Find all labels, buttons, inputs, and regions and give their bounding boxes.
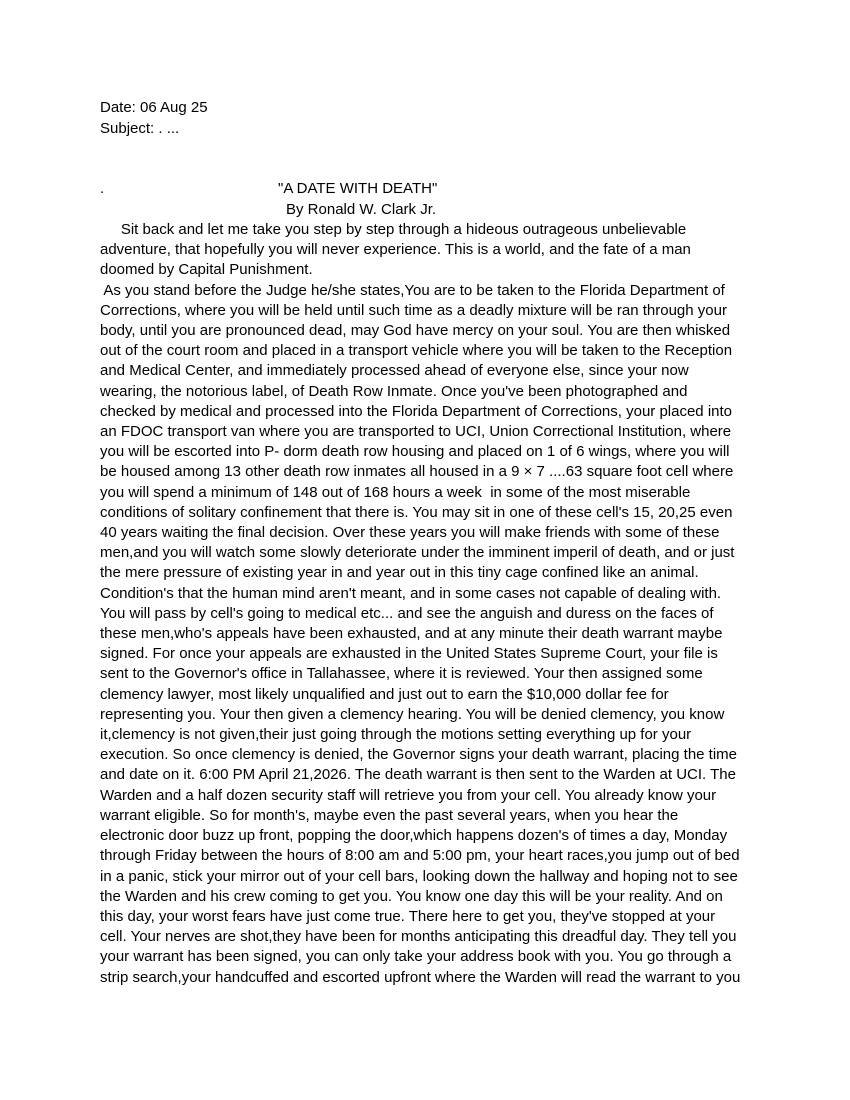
text-line: Corrections, where you will be held until such time as a deadly mixture will be ran through your bbox=[100, 301, 727, 319]
text-line: and date on it. 6:00 PM April 21,2026. The death warrant is then sent to the Warden at UCI. The bbox=[100, 766, 736, 784]
text-line: these men,who's appeals have been exhausted, and at any minute their death warrant maybe bbox=[100, 625, 723, 643]
text-line: clemency lawyer, most likely unqualified and just out to earn the $10,000 dollar fee for bbox=[100, 685, 669, 703]
text-line: wearing, the notorious label, of Death Row Inmate. Once you've been photographed and bbox=[100, 382, 688, 400]
subject-line: Subject: . ... bbox=[100, 119, 180, 137]
text-line: execution. So once clemency is denied, the Governor signs your death warrant, placing the time bbox=[100, 746, 738, 764]
spacer bbox=[100, 139, 760, 179]
text-line: checked by medical and processed into the Florida Department of Corrections, your placed into bbox=[100, 402, 732, 420]
text-line: the mere pressure of existing year in and year out in this tiny cage confined like an animal. bbox=[100, 564, 699, 582]
text-line: an FDOC transport van where you are transported to UCI, Union Correctional Institution, where bbox=[100, 423, 732, 441]
text-line: warrant eligible. So for month's, maybe even the past several years, when you hear the bbox=[100, 806, 679, 824]
text-line: out of the court room and placed in a transport vehicle where you will be taken to the Reception bbox=[100, 342, 733, 360]
text-line: Warden and a half dozen security staff will retrieve you from your cell. You already know your bbox=[100, 786, 717, 804]
text-line: be housed among 13 other death row inmates all housed in a 9 × 7 ....63 square foot cell where bbox=[100, 463, 734, 481]
text-line: body, until you are pronounced dead, may God have mercy on your soul. You are then whisked bbox=[100, 322, 731, 340]
text-line: doomed by Capital Punishment. bbox=[100, 261, 313, 279]
text-line: this day, your worst fears have just come true. There here to get you, they've stopped at your bbox=[100, 907, 716, 925]
text-line: sent to the Governor's office in Tallahassee, where it is reviewed. Your then assigned some bbox=[100, 665, 703, 683]
text-line: conditions of solitary confinement that there is. You may sit in one of these cell's 15, 20,25 even bbox=[100, 503, 733, 521]
leading-dot: . bbox=[100, 180, 105, 197]
text-line: electronic door buzz up front, popping the door,which happens dozen's of times a day, Monday bbox=[100, 827, 728, 845]
text-line: cell. Your nerves are shot,they have been for months anticipating this dreadful day. They tell you bbox=[100, 928, 737, 946]
text-line: signed. For once your appeals are exhausted in the United States Supreme Court, your file is bbox=[100, 645, 718, 663]
text-line: Condition's that the human mind aren't meant, and in some cases not capable of dealing with. bbox=[100, 584, 722, 602]
document-title: "A DATE WITH DEATH" bbox=[278, 180, 438, 197]
text-line: you will be escorted into P- dorm death row housing and placed on 1 of 6 wings, where you will bbox=[100, 443, 730, 461]
text-line: You will pass by cell's going to medical etc... and see the anguish and duress on the faces of bbox=[100, 604, 714, 622]
text-line: representing you. Your then given a clemency hearing. You will be denied clemency, you know bbox=[100, 705, 725, 723]
text-line: you will spend a minimum of 148 out of 168 hours a week in some of the most miserable bbox=[100, 483, 691, 501]
text-line: strip search,your handcuffed and escorted upfront where the Warden will read the warrant to you bbox=[100, 968, 741, 986]
text-line: your warrant has been signed, you can only take your address book with you. You go through a bbox=[100, 948, 732, 966]
title-row bbox=[100, 179, 760, 200]
text-line: men,and you will watch some slowly deteriorate under the imminent imperil of death, and or just bbox=[100, 544, 735, 562]
author-byline: By Ronald W. Clark Jr. bbox=[286, 200, 437, 218]
body-text bbox=[100, 220, 760, 988]
text-line: and Medical Center, and immediately processed ahead of everyone else, since your now bbox=[100, 362, 689, 380]
text-line: 40 years waiting the final decision. Over these years you will make friends with some of these bbox=[100, 524, 720, 542]
text-line: through Friday between the hours of 8:00 am and 5:00 pm, your heart races,you jump out of bed bbox=[100, 847, 740, 865]
date-line: Date: 06 Aug 25 bbox=[100, 99, 208, 116]
text-line: Sit back and let me take you step by step through a hideous outrageous unbelievable bbox=[100, 221, 687, 238]
text-line: adventure, that hopefully you will never experience. This is a world, and the fate of a man bbox=[100, 241, 691, 259]
text-line: it,clemency is not given,their just going through the motions setting everything up for your bbox=[100, 726, 692, 744]
text-line: in a panic, stick your mirror out of your cell bars, looking down the hallway and hoping not to see bbox=[100, 867, 738, 885]
text-line: the Warden and his crew coming to get you. You know one day this will be your reality. And on bbox=[100, 887, 723, 905]
document-page bbox=[100, 98, 760, 988]
text-line: As you stand before the Judge he/she states,You are to be taken to the Florida Department of bbox=[100, 281, 725, 299]
